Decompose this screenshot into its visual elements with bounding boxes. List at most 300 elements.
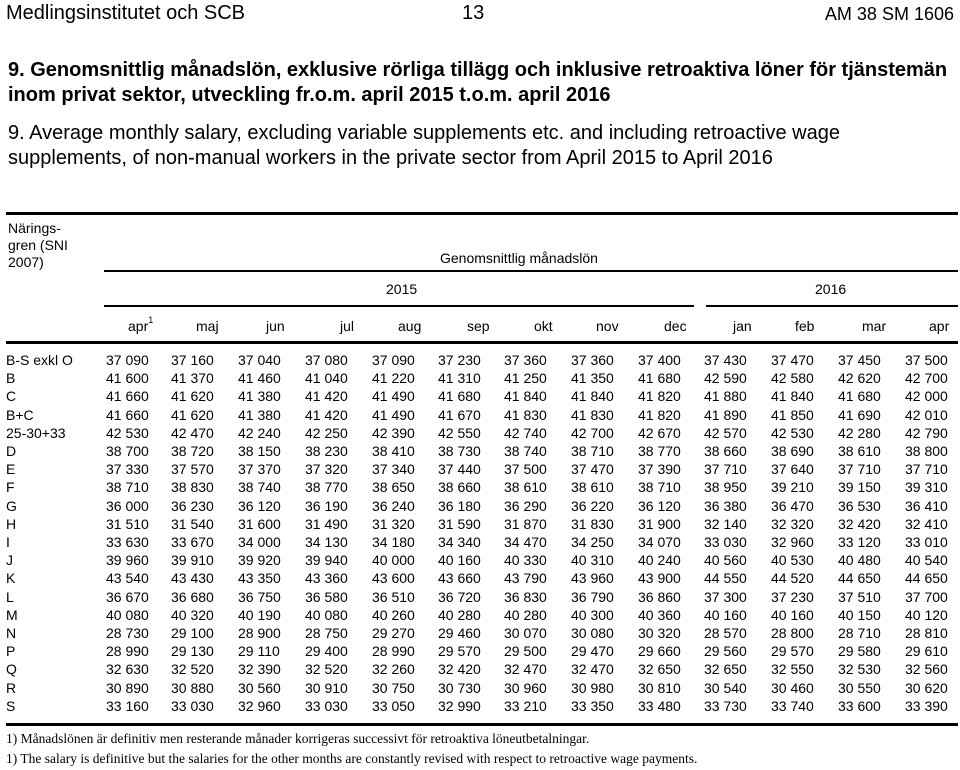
industry-code: B-S exkl O [6,352,73,368]
salary-value: 43 600 [372,570,415,587]
industry-code: J [6,552,13,569]
month-header: apr$^1$ [128,315,154,334]
salary-value: 34 130 [305,534,348,551]
salary-value: 37 330 [106,461,149,478]
table-row [6,569,960,587]
salary-value: 37 440 [438,461,481,478]
table-row [6,588,960,606]
salary-value: 34 000 [238,534,281,551]
month-header: okt [534,318,553,334]
group-header-rule [104,270,958,272]
industry-code: C [6,388,17,405]
salary-value: 37 450 [838,352,881,368]
salary-value: 28 990 [372,643,415,660]
salary-value: 40 080 [106,606,149,623]
salary-value: 39 920 [238,552,281,569]
month-header: mar [862,318,887,334]
industry-code: S [6,697,16,714]
salary-value: 36 230 [171,497,214,514]
salary-value: 32 260 [372,661,415,678]
salary-value: 41 420 [305,388,348,405]
table-row [6,660,960,678]
salary-value: 29 580 [838,643,881,660]
salary-value: 37 370 [238,461,281,478]
salary-value: 37 710 [905,461,948,478]
salary-value: 36 290 [504,497,547,514]
salary-value: 41 840 [771,388,814,405]
salary-value: 42 390 [372,424,415,441]
salary-value: 40 320 [171,606,214,623]
salary-value: 39 960 [106,552,149,569]
salary-value: 41 460 [238,370,281,387]
salary-value: 38 610 [571,479,614,496]
salary-value: 28 730 [106,625,149,642]
salary-value: 36 470 [771,497,814,514]
salary-value: 30 540 [704,679,747,696]
salary-value: 32 470 [571,661,614,678]
salary-value: 34 180 [372,534,415,551]
salary-value: 31 320 [372,515,415,532]
salary-value: 40 480 [838,552,881,569]
salary-value: 38 720 [171,443,214,460]
salary-value: 40 160 [438,552,481,569]
salary-value: 32 390 [238,661,281,678]
year-2016-label: 2016 [815,281,847,297]
salary-value: 41 840 [571,388,614,405]
salary-value: 43 430 [171,570,214,587]
table-row [6,424,960,442]
stub-header-line: gren (SNI [8,237,68,253]
salary-value: 29 570 [438,643,481,660]
salary-value: 31 870 [504,515,547,532]
industry-code: 25-30+33 [6,424,66,441]
salary-value: 41 380 [238,388,281,405]
salary-value: 43 660 [438,570,481,587]
stub-header-line: 2007) [8,254,44,270]
salary-value: 42 620 [838,370,881,387]
salary-value: 42 700 [905,370,948,387]
industry-code: B [6,370,16,387]
salary-value: 36 670 [106,588,149,605]
salary-value: 40 240 [638,552,681,569]
table-row [6,442,960,460]
salary-value: 33 480 [638,697,681,714]
table-row [6,460,960,478]
salary-value: 31 510 [106,515,149,532]
salary-value: 43 900 [638,570,681,587]
salary-value: 37 700 [905,588,948,605]
salary-value: 41 310 [438,370,481,387]
salary-value: 43 350 [238,570,281,587]
salary-value: 39 210 [771,479,814,496]
table-row [6,697,960,715]
salary-value: 30 460 [771,679,814,696]
salary-value: 38 710 [106,479,149,496]
table-row [6,642,960,660]
salary-value: 38 730 [438,443,481,460]
salary-value: 30 730 [438,679,481,696]
salary-value: 42 670 [638,424,681,441]
salary-value: 38 230 [305,443,348,460]
salary-value: 37 500 [504,461,547,478]
salary-value: 32 410 [905,515,948,532]
salary-value: 43 960 [571,570,614,587]
salary-value: 36 380 [704,497,747,514]
salary-value: 34 250 [571,534,614,551]
salary-table [6,351,960,715]
salary-value: 37 080 [305,352,348,368]
salary-value: 29 470 [571,643,614,660]
salary-value: 41 820 [638,388,681,405]
salary-value: 37 400 [638,352,681,368]
salary-value: 40 330 [504,552,547,569]
salary-value: 42 740 [504,424,547,441]
salary-value: 32 420 [838,515,881,532]
industry-code: I [6,534,10,551]
industry-code: F [6,479,15,496]
salary-value: 42 790 [905,424,948,441]
salary-value: 39 310 [905,479,948,496]
salary-value: 36 720 [438,588,481,605]
salary-value: 36 220 [571,497,614,514]
table-row [6,515,960,533]
salary-value: 30 960 [504,679,547,696]
salary-value: 32 550 [771,661,814,678]
salary-value: 33 390 [905,697,948,714]
salary-value: 36 530 [838,497,881,514]
salary-value: 41 840 [504,388,547,405]
salary-value: 33 030 [171,697,214,714]
industry-code: N [6,625,17,642]
table-row [6,351,960,369]
salary-value: 36 120 [238,497,281,514]
salary-value: 34 470 [504,534,547,551]
salary-value: 44 550 [704,570,747,587]
salary-value: 37 430 [704,352,747,368]
salary-value: 41 880 [704,388,747,405]
salary-value: 34 070 [638,534,681,551]
salary-value: 42 280 [838,424,881,441]
salary-value: 33 010 [905,534,948,551]
salary-value: 40 080 [305,606,348,623]
salary-value: 41 490 [372,388,415,405]
salary-value: 34 340 [438,534,481,551]
salary-value: 36 510 [372,588,415,605]
salary-value: 42 570 [704,424,747,441]
table-row [6,369,960,387]
salary-value: 28 900 [238,625,281,642]
salary-value: 29 100 [171,625,214,642]
stub-header [8,220,98,271]
salary-value: 37 340 [372,461,415,478]
salary-value: 41 850 [771,406,814,423]
salary-value: 36 180 [438,497,481,514]
salary-value: 28 750 [305,625,348,642]
salary-value: 32 140 [704,515,747,532]
month-header: jun [266,318,285,334]
table-row [6,478,960,496]
month-header: jul [340,318,355,334]
industry-code: M [6,606,18,623]
salary-value: 40 360 [638,606,681,623]
month-header: dec [664,318,687,334]
table-top-rule [6,212,958,215]
salary-value: 37 710 [704,461,747,478]
salary-value: 42 000 [905,388,948,405]
salary-value: 32 560 [905,661,948,678]
salary-value: 38 150 [238,443,281,460]
salary-value: 32 320 [771,515,814,532]
salary-value: 40 280 [438,606,481,623]
table-row [6,387,960,405]
salary-value: 29 400 [305,643,348,660]
salary-value: 40 540 [905,552,948,569]
industry-code: R [6,679,17,696]
salary-value: 38 660 [438,479,481,496]
table-bottom-rule [6,723,958,726]
salary-value: 42 550 [438,424,481,441]
industry-code: D [6,443,17,460]
salary-value: 32 960 [771,534,814,551]
salary-value: 37 510 [838,588,881,605]
salary-value: 33 210 [504,697,547,714]
salary-value: 31 590 [438,515,481,532]
salary-value: 36 680 [171,588,214,605]
salary-value: 41 370 [171,370,214,387]
salary-value: 41 680 [438,388,481,405]
salary-value: 42 010 [905,406,948,423]
footnote-english: 1) The salary is definitive but the salaries for the other months are constantly revised with respect to retroactive wage payments. [6,751,698,766]
salary-value: 33 630 [106,534,149,551]
salary-value: 36 830 [504,588,547,605]
salary-value: 38 800 [905,443,948,460]
salary-value: 40 530 [771,552,814,569]
table-row [6,497,960,515]
salary-value: 29 660 [638,643,681,660]
salary-value: 37 360 [504,352,547,368]
salary-value: 38 660 [704,443,747,460]
header-bottom-rule [6,341,958,344]
salary-value: 41 350 [571,370,614,387]
month-header: feb [795,318,815,334]
table-body [6,351,960,715]
month-header: aug [398,318,422,334]
salary-value: 41 670 [438,406,481,423]
salary-value: 41 620 [171,388,214,405]
salary-value: 37 090 [372,352,415,368]
salary-value: 43 360 [305,570,348,587]
salary-value: 41 660 [106,406,149,423]
salary-value: 37 230 [771,588,814,605]
salary-value: 41 040 [305,370,348,387]
stub-header-line: Närings- [8,220,61,236]
salary-value: 31 900 [638,515,681,532]
salary-value: 28 990 [106,643,149,660]
salary-value: 38 700 [106,443,149,460]
salary-value: 30 070 [504,625,547,642]
footnote-swedish: 1) Månadslönen är definitiv men resterande månader korrigeras successivt för retroaktiva löneutbetalningar. [6,731,590,746]
salary-value: 36 860 [638,588,681,605]
salary-value: 36 240 [372,497,415,514]
salary-value: 32 420 [438,661,481,678]
salary-value: 42 530 [771,424,814,441]
salary-value: 38 690 [771,443,814,460]
salary-value: 41 490 [372,406,415,423]
salary-value: 44 650 [905,570,948,587]
salary-value: 30 980 [571,679,614,696]
salary-value: 37 470 [771,352,814,368]
salary-value: 33 160 [106,697,149,714]
salary-value: 30 810 [638,679,681,696]
salary-value: 31 830 [571,515,614,532]
publisher-name: Medlingsinstitutet och SCB [6,2,246,24]
salary-value: 30 910 [305,679,348,696]
salary-value: 37 230 [438,352,481,368]
salary-value: 28 710 [838,625,881,642]
salary-value: 39 150 [838,479,881,496]
salary-value: 42 250 [305,424,348,441]
salary-value: 31 540 [171,515,214,532]
salary-value: 28 810 [905,625,948,642]
salary-value: 40 150 [838,606,881,623]
salary-value: 36 750 [238,588,281,605]
salary-value: 33 030 [704,534,747,551]
salary-value: 37 360 [571,352,614,368]
salary-value: 38 410 [372,443,415,460]
salary-value: 33 670 [171,534,214,551]
report-id: AM 38 SM 1606 [824,4,954,24]
salary-value: 37 390 [638,461,681,478]
salary-value: 29 110 [238,643,280,660]
salary-value: 40 260 [372,606,415,623]
salary-value: 38 610 [838,443,881,460]
salary-value: 39 940 [305,552,348,569]
salary-value: 37 710 [838,461,881,478]
salary-value: 42 580 [771,370,814,387]
industry-code: K [6,570,16,587]
salary-value: 30 550 [838,679,881,696]
month-header: sep [467,318,490,334]
salary-value: 32 520 [305,661,348,678]
salary-value: 40 160 [771,606,814,623]
salary-value: 40 280 [504,606,547,623]
salary-value: 39 910 [171,552,214,569]
salary-value: 41 680 [838,388,881,405]
salary-value: 36 190 [305,497,348,514]
salary-value: 40 000 [372,552,415,569]
salary-value: 41 660 [106,388,149,405]
salary-value: 33 050 [372,697,415,714]
salary-value: 29 130 [171,643,214,660]
salary-value: 38 830 [171,479,214,496]
salary-value: 41 380 [238,406,281,423]
salary-value: 41 830 [571,406,614,423]
salary-value: 36 120 [638,497,681,514]
salary-value: 37 570 [171,461,214,478]
salary-value: 29 560 [704,643,747,660]
salary-value: 38 710 [638,479,681,496]
salary-value: 36 790 [571,588,614,605]
salary-value: 32 530 [838,661,881,678]
salary-value: 28 570 [704,625,747,642]
table-title-swedish: 9. Genomsnittlig månadslön, exklusive rörliga tillägg och inklusive retroaktiva löner för tjänstemän inom privat sektor, utveckling fr.o.m. april 2015 t.o.m. april 2016 [8,59,948,106]
industry-code: L [6,588,14,605]
page-number: 13 [462,2,485,24]
industry-code: Q [6,661,17,678]
salary-value: 32 650 [638,661,681,678]
year-2015-rule [104,305,694,307]
salary-value: 41 250 [504,370,547,387]
salary-value: 29 610 [905,643,948,660]
table-row [6,624,960,642]
salary-value: 38 770 [305,479,348,496]
month-header: jan [733,318,752,334]
salary-value: 30 560 [238,679,281,696]
month-header: maj [196,318,219,334]
month-header: apr [929,318,950,334]
salary-value: 41 820 [638,406,681,423]
salary-value: 37 320 [305,461,348,478]
salary-value: 40 120 [905,606,948,623]
salary-value: 32 650 [704,661,747,678]
salary-value: 37 300 [704,588,747,605]
salary-value: 29 270 [372,625,415,642]
salary-value: 43 790 [504,570,547,587]
salary-value: 38 770 [638,443,681,460]
salary-value: 32 990 [438,697,481,714]
group-header: Genomsnittlig månadslön [440,250,598,266]
table-row [6,533,960,551]
salary-value: 38 740 [238,479,281,496]
page-header [6,2,954,30]
industry-code: B+C [6,406,34,423]
month-header: nov [596,318,619,334]
salary-value: 36 580 [305,588,348,605]
salary-value: 41 690 [838,406,881,423]
salary-value: 42 470 [171,424,214,441]
salary-value: 41 620 [171,406,214,423]
salary-value: 30 620 [905,679,948,696]
salary-value: 42 590 [704,370,747,387]
salary-value: 41 220 [372,370,415,387]
salary-value: 32 960 [238,697,281,714]
salary-value: 31 490 [305,515,348,532]
salary-value: 44 520 [771,570,814,587]
salary-value: 38 950 [704,479,747,496]
salary-value: 33 740 [771,697,814,714]
salary-value: 43 540 [106,570,149,587]
salary-value: 38 610 [504,479,547,496]
salary-value: 33 600 [838,697,881,714]
salary-value: 42 240 [238,424,281,441]
salary-value: 38 710 [571,443,614,460]
salary-value: 29 500 [504,643,547,660]
salary-value: 30 880 [171,679,214,696]
table-row [6,679,960,697]
salary-value: 44 650 [838,570,881,587]
salary-value: 41 890 [704,406,747,423]
salary-value: 41 680 [638,370,681,387]
table-row [6,406,960,424]
industry-code: H [6,515,17,532]
salary-value: 32 470 [504,661,547,678]
industry-code: E [6,461,16,478]
industry-code: P [6,643,16,660]
salary-value: 41 600 [106,370,149,387]
salary-value: 33 120 [838,534,881,551]
salary-value: 29 570 [771,643,814,660]
footnote-marker: 1 [148,315,154,325]
